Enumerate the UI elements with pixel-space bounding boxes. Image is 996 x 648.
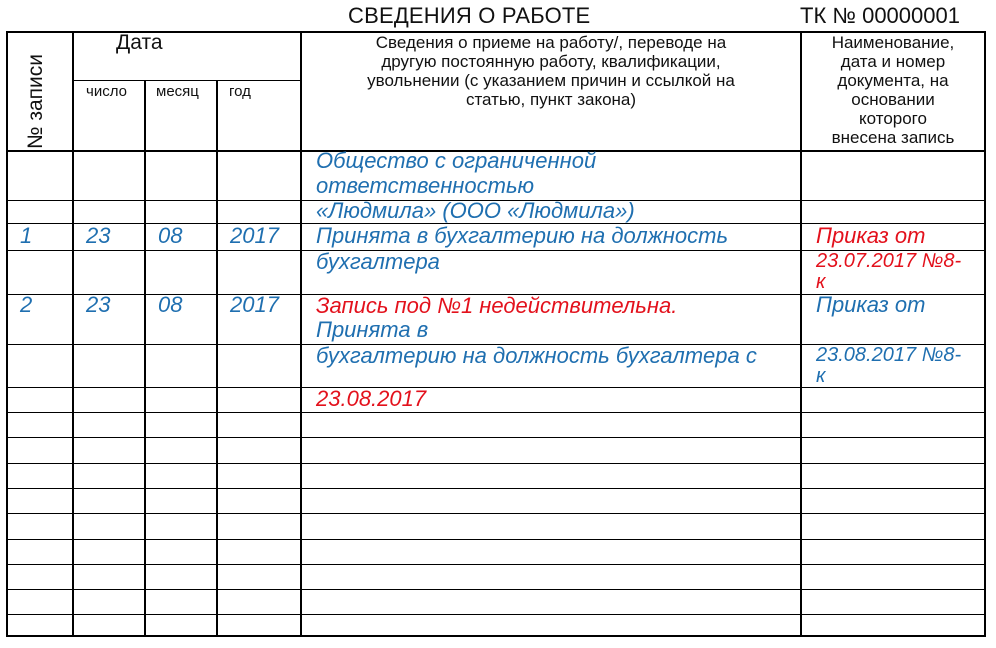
column-header-info xyxy=(304,33,798,109)
header-line: статью, пункт закона) xyxy=(465,90,637,109)
entry-text-line: бухгалтера xyxy=(316,249,440,274)
entry-text-line: Принята в xyxy=(316,317,429,342)
entry-year: 2017 xyxy=(230,223,279,248)
date-subheader-line xyxy=(72,80,302,81)
header-line: Наименование, xyxy=(831,33,955,52)
entry-month: 08 xyxy=(158,292,183,317)
row-line xyxy=(6,614,986,615)
record-no-symbol: № xyxy=(24,126,47,149)
entry-text-line: бухгалтерию на должность бухгалтера с xyxy=(316,343,757,368)
table-border-right xyxy=(984,31,986,637)
column-header-year: год xyxy=(229,83,251,100)
column-header-record-no xyxy=(24,54,48,149)
entry-day: 23 xyxy=(86,292,111,317)
record-no-label: записи xyxy=(24,53,47,121)
divider-date-info xyxy=(300,31,302,637)
header-line: документа, на xyxy=(837,71,949,90)
row-line xyxy=(6,463,986,464)
header-line: внесена запись xyxy=(831,128,955,147)
row-line xyxy=(6,564,986,565)
entry-basis-line: к xyxy=(816,365,826,387)
entry-month: 08 xyxy=(158,223,183,248)
header-line: Сведения о приеме на работу/, переводе на xyxy=(375,33,727,52)
entry-year: 2017 xyxy=(230,292,279,317)
column-header-month: месяц xyxy=(156,83,199,100)
divider-day-month xyxy=(144,80,146,637)
entry-text-line: Принята в бухгалтерию на должность xyxy=(316,223,729,248)
company-name-line: ответственностью xyxy=(316,173,535,198)
entry-number: 2 xyxy=(20,292,33,317)
row-line xyxy=(6,589,986,590)
divider-no-date xyxy=(72,31,74,637)
entry-day: 23 xyxy=(86,223,111,248)
header-line: увольнении (с указанием причин и ссылкой на xyxy=(367,71,735,90)
employment-record-table xyxy=(6,31,986,637)
row-line xyxy=(6,513,986,514)
entry-correction-note: Запись под №1 недействительна. xyxy=(316,293,678,318)
section-title: СВЕДЕНИЯ О РАБОТЕ xyxy=(348,3,591,28)
row-line xyxy=(6,437,986,438)
company-name-line: «Людмила» (ООО «Людмила») xyxy=(316,198,635,223)
column-header-basis xyxy=(802,33,984,147)
header-line: другую постоянную работу, квалификации, xyxy=(381,52,721,71)
header-line: которого xyxy=(859,109,927,128)
company-name-line: Общество с ограниченной xyxy=(316,148,597,173)
table-border-left xyxy=(6,31,8,637)
entry-basis-line: Приказ от xyxy=(816,223,926,248)
entry-basis-line: 23.08.2017 №8- xyxy=(816,344,962,366)
row-line xyxy=(6,412,986,413)
row-line xyxy=(6,539,986,540)
entry-basis-line: к xyxy=(816,271,826,293)
entry-basis-line: Приказ от xyxy=(816,292,926,317)
row-line xyxy=(6,488,986,489)
table-border-bottom xyxy=(6,635,986,637)
column-header-date: Дата xyxy=(116,31,163,54)
entry-basis-line: 23.07.2017 №8- xyxy=(816,250,962,272)
header-line: дата и номер xyxy=(840,52,946,71)
divider-month-year xyxy=(216,80,218,637)
entry-correction-date: 23.08.2017 xyxy=(316,386,427,411)
column-header-day: число xyxy=(86,83,127,100)
entry-number: 1 xyxy=(20,223,33,248)
document-number: ТК № 00000001 xyxy=(800,3,960,28)
header-line: основании xyxy=(851,90,935,109)
row-line xyxy=(6,387,986,388)
